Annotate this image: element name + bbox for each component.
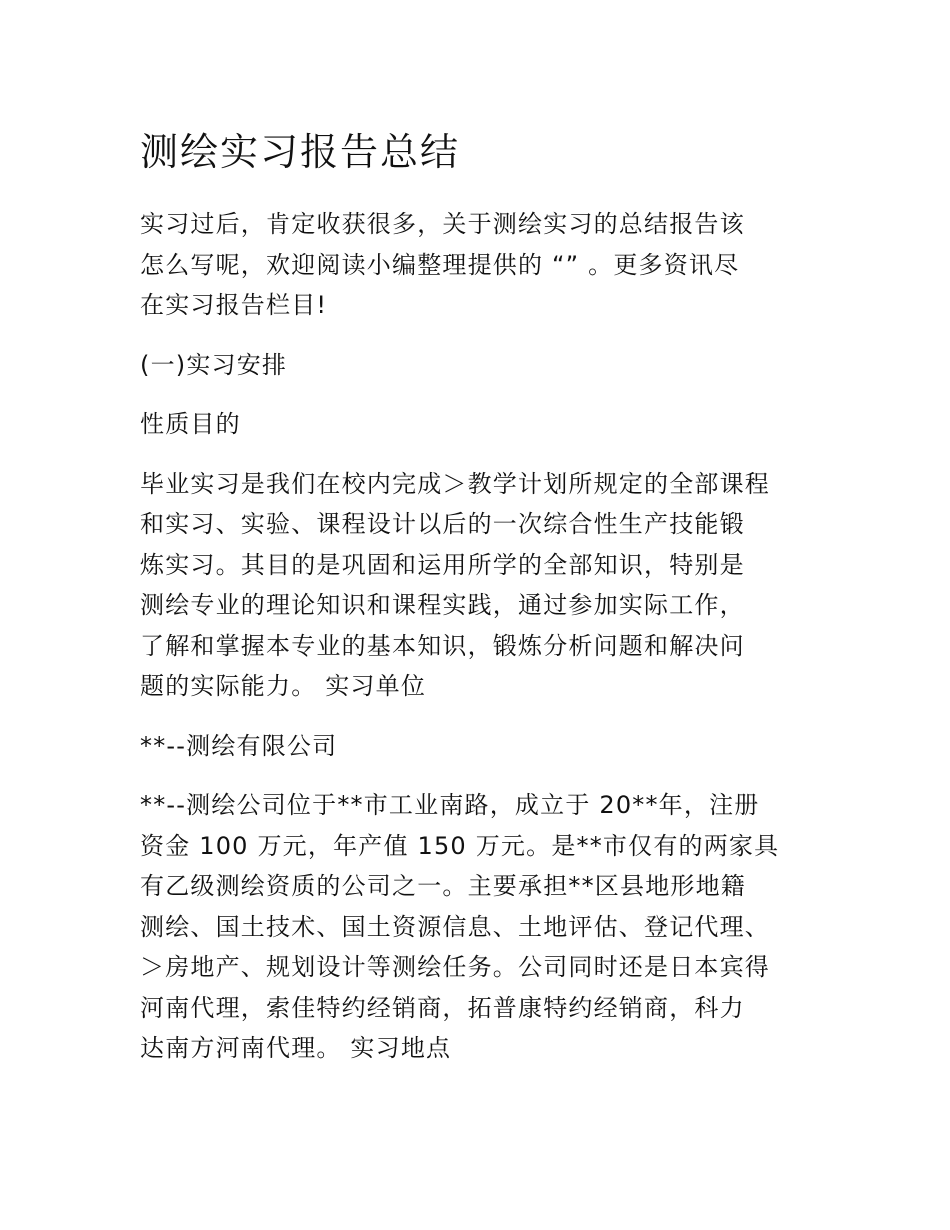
text-line: 资金 100 万元，年产值 150 万元。是**市仅有的两家具 bbox=[140, 831, 780, 860]
text-line: 毕业实习是我们在校内完成＞教学计划所规定的全部课程 bbox=[140, 469, 770, 498]
text-line: 和实习、实验、课程设计以后的一次综合性生产技能锻 bbox=[140, 510, 745, 538]
text-line: 实习过后，肯定收获很多，关于测绘实习的总结报告该 bbox=[140, 210, 745, 238]
text-line: **--测绘有限公司 bbox=[140, 731, 338, 760]
text-line: 在实习报告栏目! bbox=[140, 291, 328, 319]
text-line: ＞房地产、规划设计等测绘任务。公司同时还是日本宾得 bbox=[140, 953, 770, 981]
text-line: **--测绘公司位于**市工业南路，成立于 20**年，注册 bbox=[140, 791, 760, 819]
text-line: 河南代理，索佳特约经销商，拓普康特约经销商，科力 bbox=[140, 993, 745, 1022]
subheading-purpose bbox=[140, 404, 812, 445]
text-line: 有乙级测绘资质的公司之一。主要承担**区县地形地籍 bbox=[140, 872, 746, 900]
text-line: 炼实习。其目的是巩固和运用所学的全部知识，特别是 bbox=[140, 550, 745, 579]
text-line: 怎么写呢，欢迎阅读小编整理提供的 “” 。更多资讯尽 bbox=[140, 250, 740, 279]
text-line: (一)实习安排 bbox=[140, 350, 288, 379]
section-heading-arrangement bbox=[140, 345, 812, 386]
company-paragraph bbox=[140, 785, 812, 1069]
company-name bbox=[140, 726, 812, 767]
text-line: 达南方河南代理。 实习地点 bbox=[140, 1034, 452, 1062]
purpose-paragraph bbox=[140, 464, 812, 707]
text-line: 题的实际能力。 实习单位 bbox=[140, 672, 427, 700]
text-line: 测绘专业的理论知识和课程实践，通过参加实际工作， bbox=[140, 591, 745, 619]
text-line: 了解和掌握本专业的基本知识，锻炼分析问题和解决问 bbox=[140, 631, 745, 660]
text-line: 测绘、国土技术、国土资源信息、土地评估、登记代理、 bbox=[140, 912, 770, 941]
text-line: 性质目的 bbox=[140, 410, 241, 438]
document-body bbox=[140, 126, 812, 1088]
intro-paragraph bbox=[140, 204, 812, 326]
document-title: 测绘实习报告总结 bbox=[140, 130, 461, 174]
